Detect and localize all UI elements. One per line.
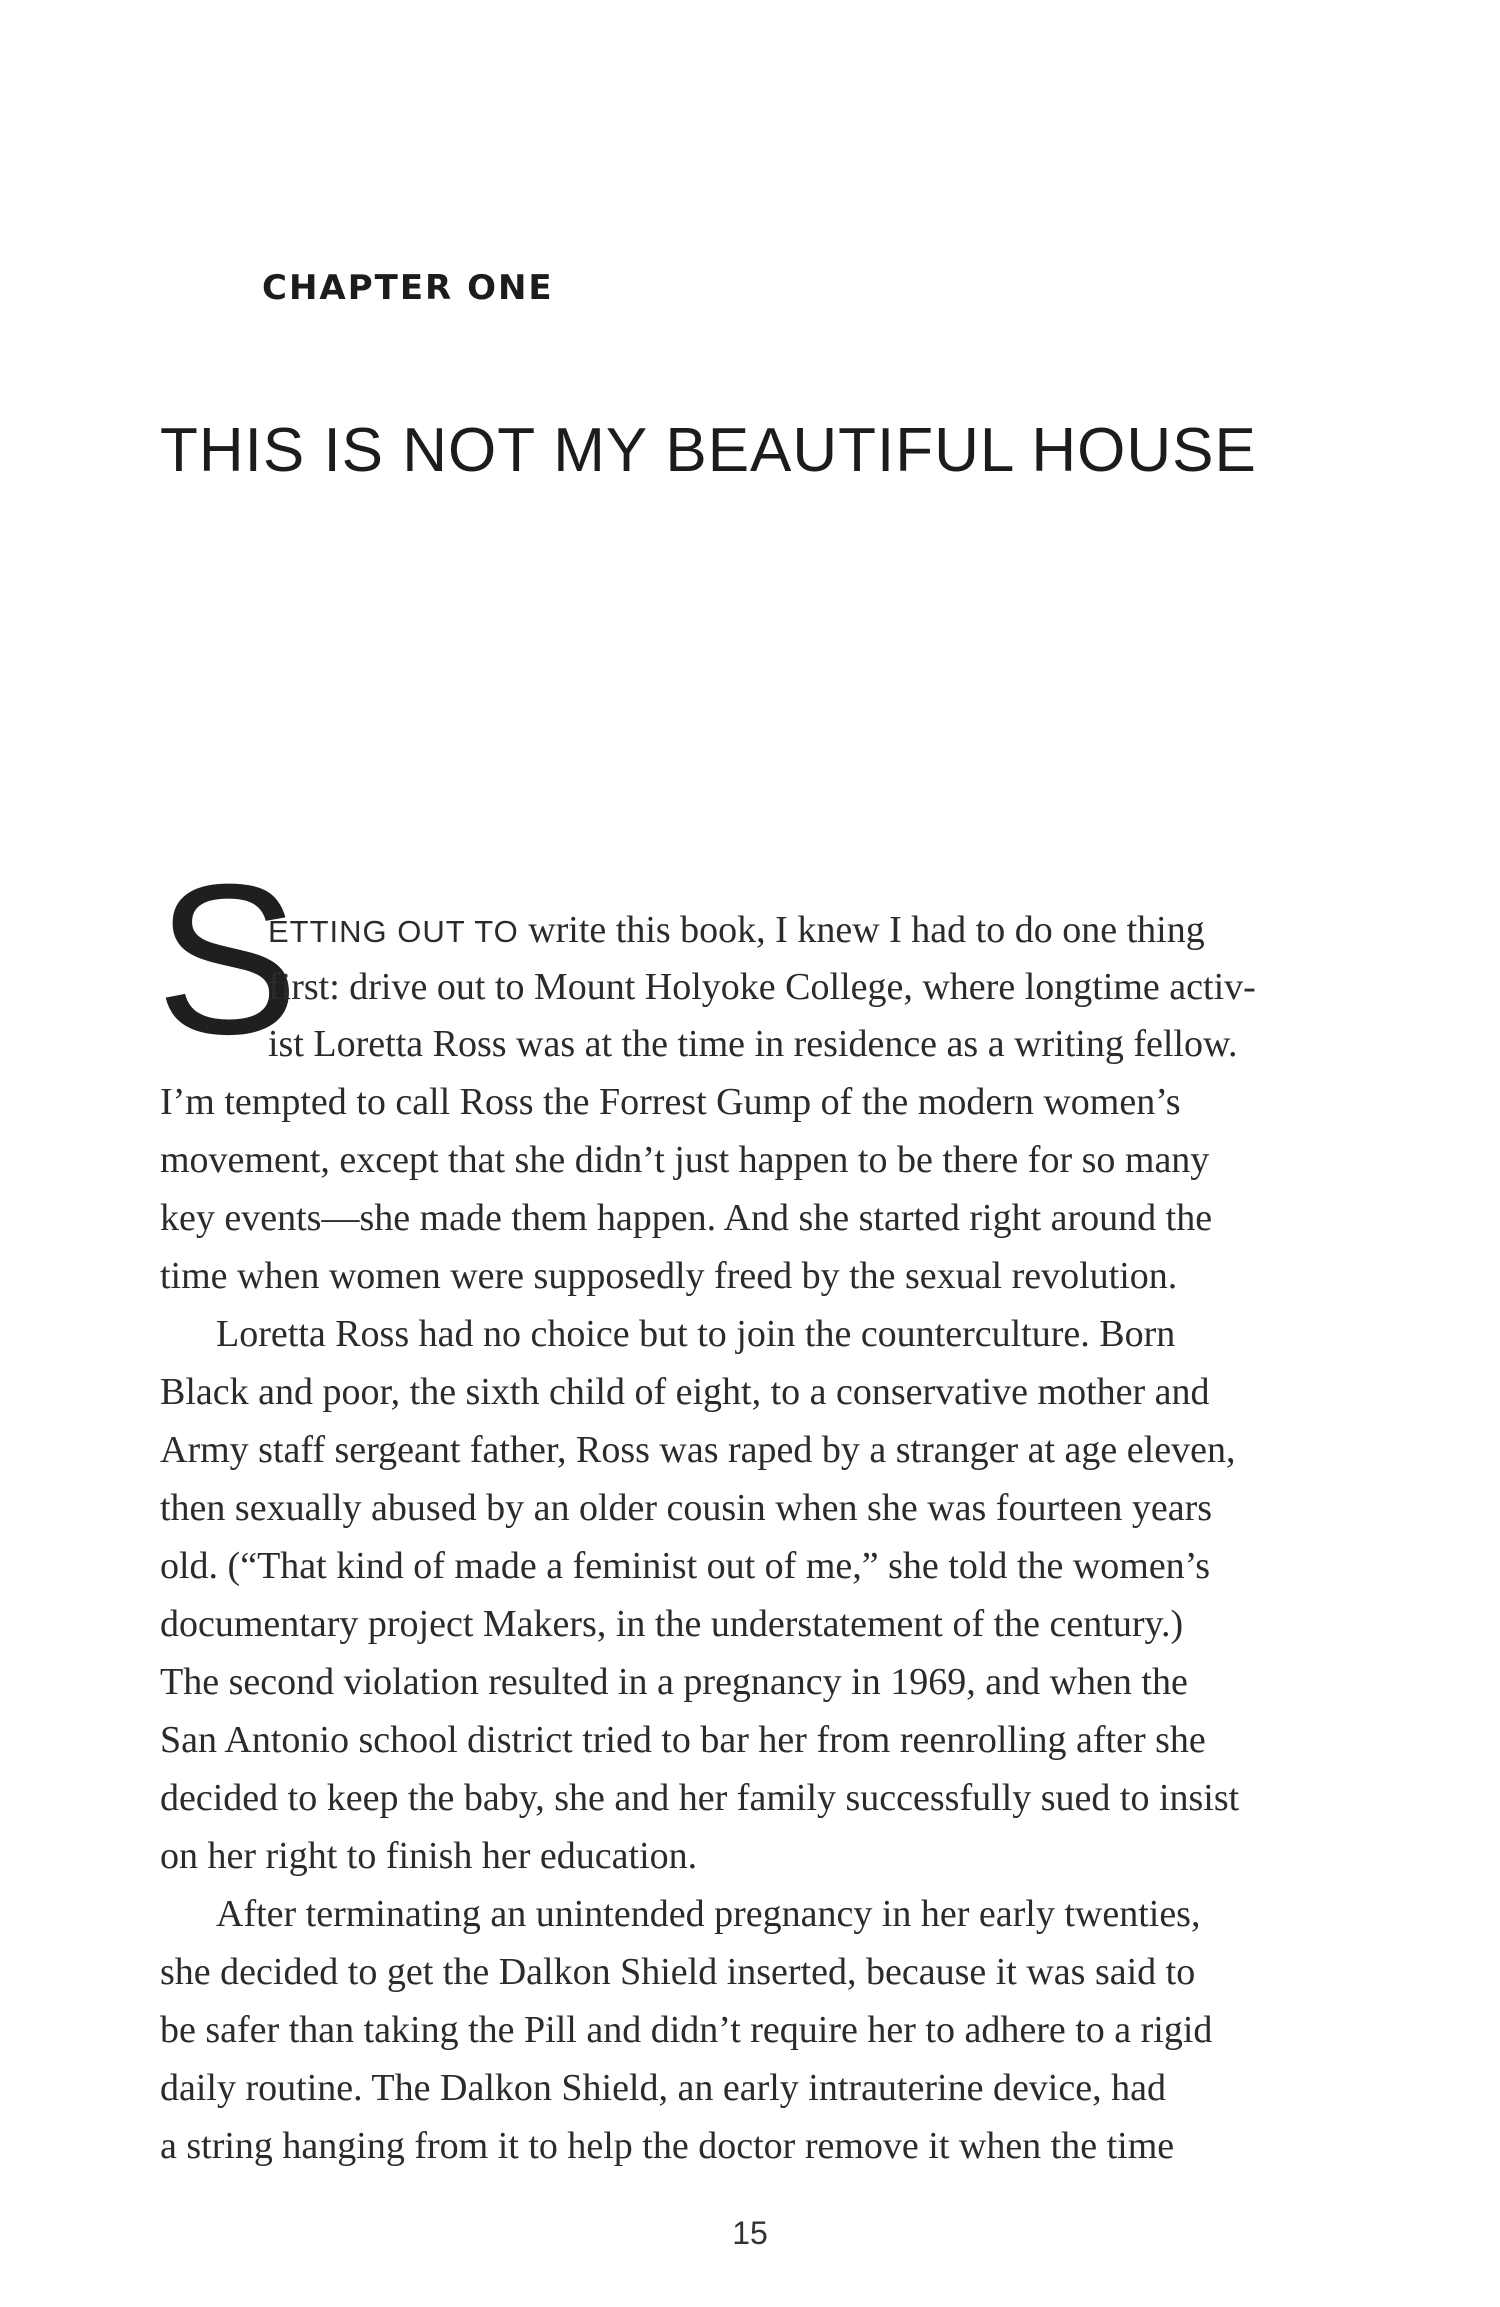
lead-in-small-caps: ETTING OUT TO	[268, 914, 519, 949]
text-line: decided to keep the baby, she and her family successfully sued to insist	[160, 1777, 1240, 1819]
text-line: key events—she made them happen. And she started right around the	[160, 1197, 1213, 1239]
text-line: daily routine. The Dalkon Shield, an early intrauterine device, had	[160, 2067, 1166, 2109]
text-line: Black and poor, the sixth child of eight, to a conservative mother and	[160, 1371, 1210, 1413]
text-line: then sexually abused by an older cousin when she was fourteen years	[160, 1487, 1213, 1529]
text-line: movement, except that she didn’t just happen to be there for so many	[160, 1139, 1210, 1181]
text-line: ist Loretta Ross was at the time in residence as a writing fellow.	[268, 1023, 1238, 1065]
text-line: After terminating an unintended pregnancy in her early twenties,	[216, 1893, 1201, 1935]
page-number: 15	[732, 2215, 768, 2251]
chapter-label: CHAPTER ONE	[262, 268, 554, 308]
text-line: first: drive out to Mount Holyoke College, where longtime activ-	[268, 966, 1256, 1008]
text-line: Army staff sergeant father, Ross was raped by a stranger at age eleven,	[160, 1429, 1236, 1471]
text-segment: write this book, I knew I had to do one thing	[518, 909, 1205, 951]
text-line: a string hanging from it to help the doctor remove it when the time	[160, 2125, 1175, 2167]
text-line: on her right to finish her education.	[160, 1835, 698, 1877]
text-line: be safer than taking the Pill and didn’t require her to adhere to a rigid	[160, 2009, 1213, 2051]
text-line: San Antonio school district tried to bar her from reenrolling after she	[160, 1719, 1206, 1761]
text-line: The second violation resulted in a pregnancy in 1969, and when the	[160, 1661, 1188, 1703]
text-line: I’m tempted to call Ross the Forrest Gump of the modern women’s	[160, 1081, 1181, 1123]
text-line: Loretta Ross had no choice but to join the counterculture. Born	[216, 1313, 1176, 1355]
text-line: old. (“That kind of made a feminist out of me,” she told the women’s	[160, 1545, 1211, 1587]
chapter-title: THIS IS NOT MY BEAUTIFUL HOUSE	[160, 416, 1257, 485]
text-line	[268, 908, 1205, 952]
text-line: documentary project Makers, in the understatement of the century.)	[160, 1603, 1184, 1645]
text-line: time when women were supposedly freed by the sexual revolution.	[160, 1255, 1178, 1297]
drop-cap: S	[156, 840, 299, 1079]
text-line: she decided to get the Dalkon Shield inserted, because it was said to	[160, 1951, 1196, 1993]
